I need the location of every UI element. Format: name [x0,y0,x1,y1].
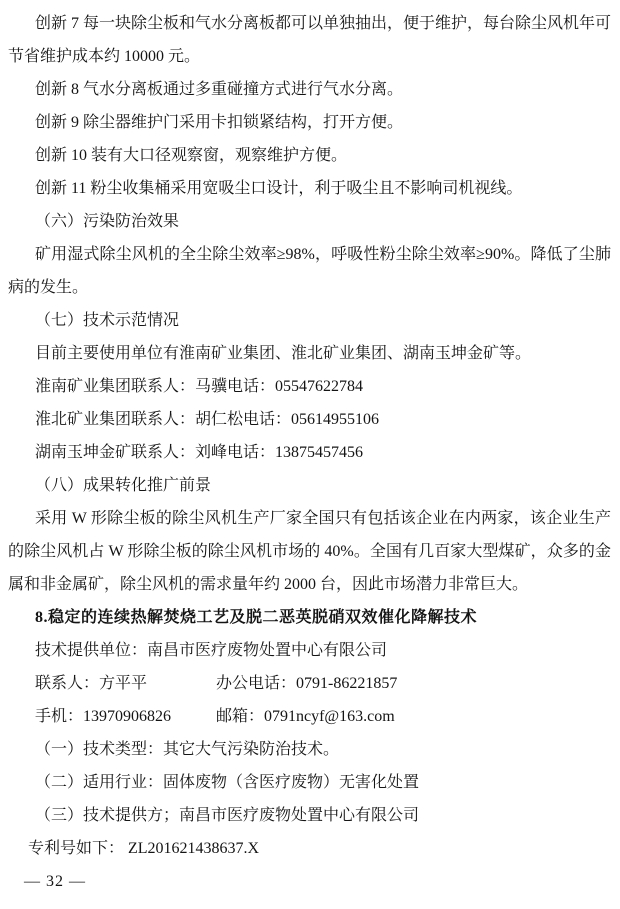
para-market-prospect: 采用 W 形除尘板的除尘风机生产厂家全国只有包括该企业在内两家，该企业生产的除尘风机占 W 形除尘板的除尘风机市场的 40%。全国有几百家大型煤矿，众多的金属和非金属矿，除尘风机的需求量年约 2000 台，因此市场潜力非常巨大。 [8,510,611,593]
para-contact-hunan: 湖南玉坤金矿联系人：刘峰电话：13875457456 [35,444,364,461]
heading-section-6-pollution-control-effect: （六）污染防治效果 [35,213,180,230]
contact-person-label: 联系人：方平平 [35,675,148,692]
contact-row-mobile-email [8,700,611,733]
heading-section-8-promotion-prospect: （八）成果转化推广前景 [35,477,212,494]
para-item-1-technology-type: （一）技术类型：其它大气污染防治技术。 [35,741,340,758]
mobile-phone-label: 手机：13970906826 [35,708,172,725]
para-innovation-7: 创新 7 每一块除尘板和气水分离板都可以单独抽出，便于维护，每台除尘风机年可节省维护成本约 10000 元。 [8,15,612,65]
office-phone-label: 办公电话：0791-86221857 [216,675,398,692]
para-contact-huainan: 淮南矿业集团联系人：马骥电话：05547622784 [35,378,364,395]
para-innovation-11: 创新 11 粉尘收集桶采用宽吸尘口设计，利于吸尘且不影响司机视线。 [35,180,523,197]
email-label: 邮箱：0791ncyf@163.com [216,708,395,725]
para-main-users: 目前主要使用单位有淮南矿业集团、淮北矿业集团、湖南玉坤金矿等。 [35,345,532,362]
para-item-2-applicable-industry: （二）适用行业：固体废物（含医疗废物）无害化处置 [35,774,420,791]
para-technology-provider-unit: 技术提供单位：南昌市医疗废物处置中心有限公司 [35,642,388,659]
para-dust-removal-efficiency: 矿用湿式除尘风机的全尘除尘效率≥98%，呼吸性粉尘除尘效率≥90%。降低了尘肺病的发生。 [8,246,611,296]
contact-row-person-phone [8,667,611,700]
para-innovation-8: 创新 8 气水分离板通过多重碰撞方式进行气水分离。 [35,81,404,98]
page-number: — 32 — [24,873,86,890]
para-patent-number: 专利号如下： ZL201621438637.X [28,840,260,857]
para-contact-huaibei: 淮北矿业集团联系人：胡仁松电话：05614955106 [35,411,380,428]
para-item-3-technology-provider: （三）技术提供方；南昌市医疗废物处置中心有限公司 [35,807,420,824]
heading-technology-8-title: 8.稳定的连续热解焚烧工艺及脱二恶英脱硝双效催化降解技术 [35,609,478,626]
heading-section-7-demonstration: （七）技术示范情况 [35,312,180,329]
para-innovation-9: 创新 9 除尘器维护门采用卡扣锁紧结构，打开方便。 [35,114,404,131]
para-innovation-10: 创新 10 装有大口径观察窗，观察维护方便。 [35,147,348,164]
